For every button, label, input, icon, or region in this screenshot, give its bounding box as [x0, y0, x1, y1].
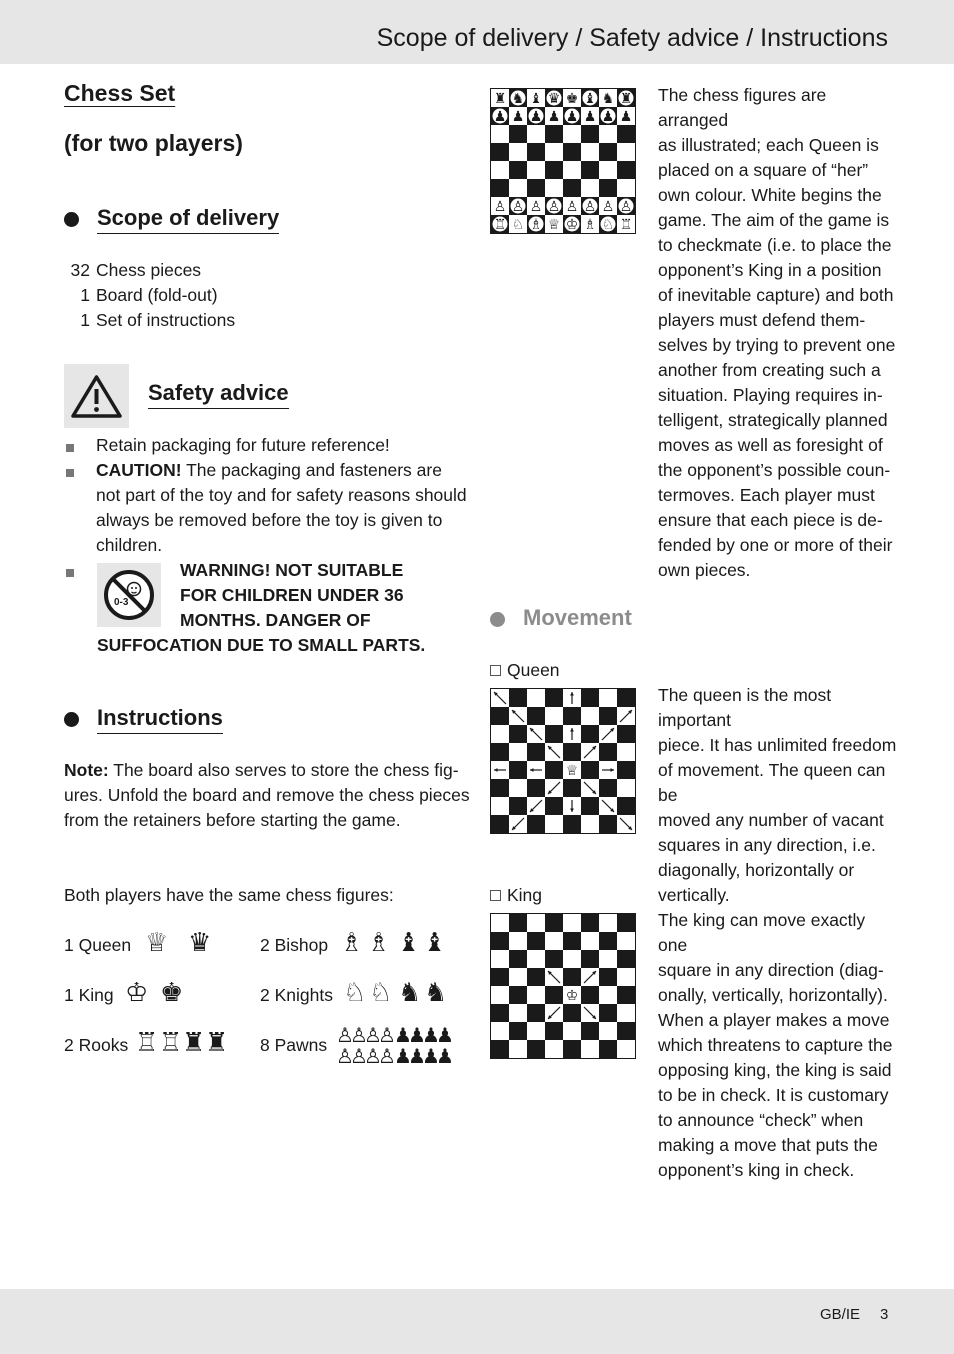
list-item: 1 Board (fold-out)	[80, 285, 218, 305]
instructions-note: Note: The board also serves to store the chess fig- ures. Unfold the board and remove the chess pieces from the retainers before starting the game.	[64, 760, 470, 830]
warning-text-last: SUFFOCATION DUE TO SMALL PARTS.	[97, 635, 426, 655]
white-queen-icon: ♕	[145, 928, 169, 958]
black-pawn-icon: ♟	[601, 109, 615, 125]
white-pawn-icon: ♙	[547, 199, 561, 215]
footer-language: GB/IE	[820, 1306, 861, 1323]
white-knight-icon: ♘	[343, 978, 367, 1008]
black-bishop-icon: ♝	[423, 928, 447, 958]
age-label: 0-3	[114, 597, 129, 608]
white-back-rank-piece-icon: ♖	[493, 217, 507, 233]
black-back-rank-piece-icon: ♜	[493, 91, 507, 107]
warning-text-block: WARNING! NOT SUITABLE FOR CHILDREN UNDER 36 MONTHS. DANGER OF	[180, 560, 404, 630]
bullet-dot-icon	[490, 612, 505, 627]
piece-label-knights: 2 Knights	[260, 985, 333, 1005]
move-arrow-head-icon	[570, 1015, 574, 1019]
king-description: The king can move exactly one square in any direction (diag- onally, vertically, horizontally). When a player makes a move which threatens to capture the opposing king, the king is said to be in check. It is customary to announce “check” when making a move that puts the opponent’s king in check.	[658, 910, 893, 1180]
piece-label-king: 1 King	[64, 985, 114, 1005]
scope-list	[64, 258, 284, 333]
piece-label-pawns: 8 Pawns	[260, 1035, 328, 1055]
checkbox-square-icon	[490, 890, 501, 901]
black-rook-icon: ♜	[182, 1028, 206, 1058]
page-header	[0, 0, 954, 64]
list-item: 1 Set of instructions	[80, 310, 236, 330]
product-title: Chess Set	[64, 80, 176, 106]
footer-page-number: 3	[880, 1306, 889, 1323]
black-back-rank-piece-icon: ♝	[529, 91, 543, 107]
white-pawn-icon: ♙	[336, 1044, 350, 1068]
black-pawn-icon: ♟	[436, 1044, 450, 1068]
black-queen-icon: ♛	[188, 928, 212, 958]
black-back-rank-piece-icon: ♞	[601, 91, 615, 107]
white-pawn-icon: ♙	[350, 1044, 364, 1068]
move-arrow-head-icon	[512, 768, 516, 772]
white-pawn-icon: ♙	[583, 199, 597, 215]
white-pawn-icon: ♙	[364, 1023, 378, 1047]
king-subheading: King	[490, 883, 542, 908]
white-back-rank-piece-icon: ♗	[529, 217, 543, 233]
instructions-title: Instructions	[97, 705, 223, 734]
move-arrow-head-icon	[570, 710, 574, 714]
white-pawn-icon: ♙	[378, 1023, 392, 1047]
black-knight-icon: ♞	[398, 978, 422, 1008]
white-pawn-icon: ♙	[619, 199, 633, 215]
product-subtitle: (for two players)	[64, 130, 243, 156]
black-back-rank-piece-icon: ♞	[511, 91, 525, 107]
square-bullet-icon	[66, 444, 74, 452]
black-pawn-icon: ♟	[493, 109, 507, 125]
bullet-dot-icon	[64, 712, 79, 727]
white-pawn-icon: ♙	[364, 1044, 378, 1068]
white-pawn-icon: ♙	[511, 199, 525, 215]
move-arrow-head-icon	[570, 746, 574, 750]
list-item: Retain packaging for future reference!	[64, 433, 474, 458]
safety-title: Safety advice	[148, 380, 289, 409]
piece-label-bishop: 2 Bishop	[260, 935, 329, 955]
white-queen-icon: ♕	[565, 763, 579, 779]
instructions-section-heading	[64, 705, 223, 734]
white-king-icon: ♔	[565, 988, 579, 1004]
white-pawn-icon: ♙	[336, 1023, 350, 1047]
white-bishop-icon: ♗	[340, 928, 364, 958]
figures-intro: Both players have the same chess figures:	[64, 885, 394, 905]
move-arrow-head-icon	[628, 768, 632, 772]
move-arrow-head-icon	[570, 826, 574, 830]
white-pawn-icon: ♙	[378, 1044, 392, 1068]
white-back-rank-piece-icon: ♕	[547, 217, 561, 233]
black-bishop-icon: ♝	[397, 928, 421, 958]
black-pawn-icon: ♟	[408, 1023, 422, 1047]
movement-title: Movement	[523, 605, 632, 630]
move-arrow-head-icon	[548, 768, 552, 772]
king-movement-board	[490, 913, 636, 1059]
black-pawn-icon: ♟	[436, 1023, 450, 1047]
scope-section-heading	[64, 205, 279, 234]
start-position-board	[490, 88, 636, 234]
list-item: 32 Chess pieces	[70, 260, 202, 280]
black-pawn-icon: ♟	[422, 1044, 436, 1068]
not-for-children-under-3-icon	[97, 563, 161, 627]
list-item: CAUTION! The packaging and fasteners are not part of the toy and for safety reasons should always be removed before the toy is given to children.	[64, 458, 474, 558]
move-arrow-head-icon	[592, 768, 596, 772]
black-rook-icon: ♜	[205, 1028, 229, 1058]
black-back-rank-piece-icon: ♚	[565, 91, 579, 107]
black-back-rank-piece-icon: ♜	[619, 91, 633, 107]
safety-list	[64, 433, 474, 558]
white-rook-icon: ♖	[135, 1028, 159, 1058]
black-pawn-icon: ♟	[394, 1023, 408, 1047]
white-back-rank-piece-icon: ♘	[511, 217, 525, 233]
queen-subheading: Queen	[490, 658, 560, 683]
black-pawn-icon: ♟	[408, 1044, 422, 1068]
queen-movement-board	[490, 688, 636, 834]
black-pawn-icon: ♟	[422, 1023, 436, 1047]
black-pawn-icon: ♟	[394, 1044, 408, 1068]
black-pawn-icon: ♟	[619, 109, 633, 125]
black-pawn-icon: ♟	[565, 109, 579, 125]
white-pawn-icon: ♙	[493, 199, 507, 215]
bullet-dot-icon	[64, 212, 79, 227]
white-pawn-icon: ♙	[529, 199, 543, 215]
white-pawn-icon: ♙	[601, 199, 615, 215]
page-footer	[0, 1289, 954, 1354]
white-pawn-icon: ♙	[565, 199, 579, 215]
black-pawn-icon: ♟	[583, 109, 597, 125]
black-knight-icon: ♞	[424, 978, 448, 1008]
white-pawn-icon: ♙	[350, 1023, 364, 1047]
black-pawn-icon: ♟	[511, 109, 525, 125]
warning-triangle-icon	[64, 364, 129, 428]
white-bishop-icon: ♗	[367, 928, 391, 958]
move-arrow-head-icon	[570, 971, 574, 975]
square-bullet-icon	[66, 469, 74, 477]
move-arrow-head-icon	[570, 790, 574, 794]
black-king-icon: ♚	[160, 978, 184, 1008]
black-pawn-icon: ♟	[529, 109, 543, 125]
white-king-icon: ♔	[125, 978, 149, 1008]
page-title: Scope of delivery / Safety advice / Instructions	[376, 24, 888, 52]
white-rook-icon: ♖	[159, 1028, 183, 1058]
checkbox-square-icon	[490, 665, 501, 676]
square-bullet-icon	[66, 569, 74, 577]
move-arrow-head-icon	[548, 993, 552, 997]
scope-title: Scope of delivery	[97, 205, 279, 234]
black-back-rank-piece-icon: ♝	[583, 91, 597, 107]
arrangement-text: The chess figures are arranged as illustrated; each Queen is placed on a square of “her” own colour. White begins the game. The aim of the game is to checkmate (i.e. to place the opponent’s King in a position of inevitable capture) and both players must defend them- selves by trying to prevent one another from creating such a situation. Playing requires in- telligent, strategically planned moves as well as foresight of the opponent’s possible coun- termoves. Each player must ensure that each piece is de- fended by one or more of their own pieces.	[658, 85, 896, 580]
piece-label-rooks: 2 Rooks	[64, 1035, 129, 1055]
white-back-rank-piece-icon: ♖	[619, 217, 633, 233]
white-knight-icon: ♘	[369, 978, 393, 1008]
white-back-rank-piece-icon: ♔	[565, 217, 579, 233]
move-arrow-head-icon	[592, 993, 596, 997]
movement-section-heading	[490, 605, 632, 633]
white-back-rank-piece-icon: ♘	[601, 217, 615, 233]
black-pawn-icon: ♟	[547, 109, 561, 125]
queen-description: The queen is the most important piece. It has unlimited freedom of movement. The queen can be moved any number of vacant squares in any direction, i.e. diagonally, horizontally or vertically.	[658, 685, 897, 905]
black-back-rank-piece-icon: ♛	[547, 91, 561, 107]
white-back-rank-piece-icon: ♗	[583, 217, 597, 233]
piece-label-queen: 1 Queen	[64, 935, 132, 955]
